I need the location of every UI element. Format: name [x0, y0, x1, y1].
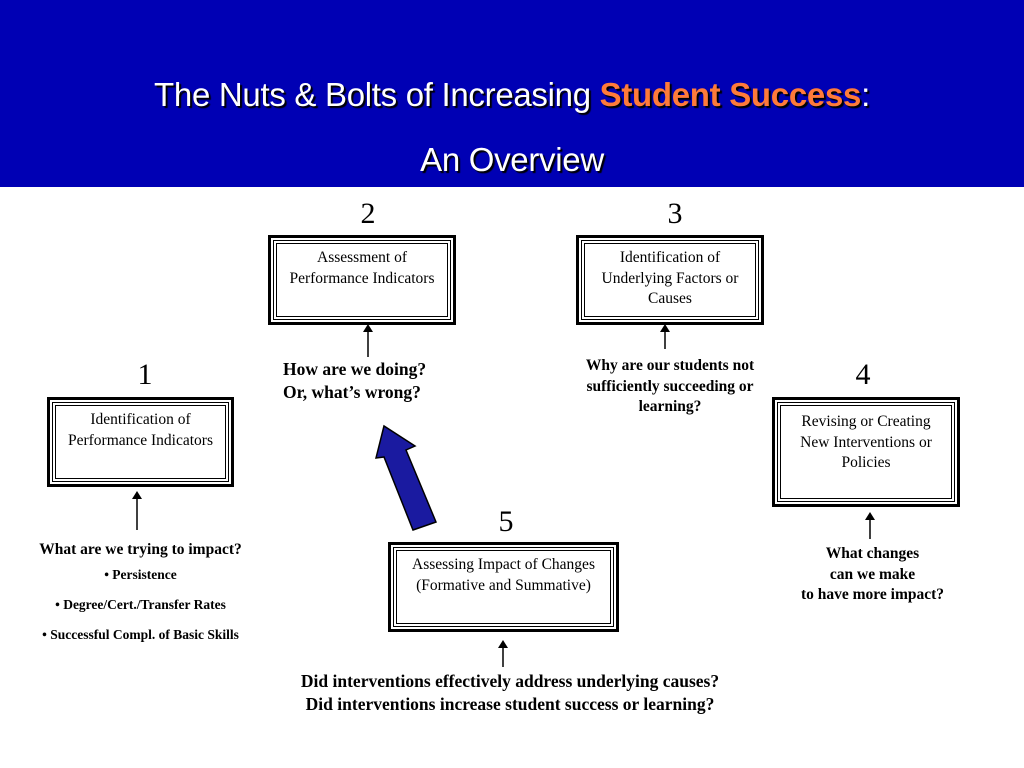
step-box-5 — [388, 542, 619, 632]
bullet-basic-skills: • Successful Compl. of Basic Skills — [42, 627, 239, 642]
bullet-degree-rates: • Degree/Cert./Transfer Rates — [55, 597, 226, 612]
slide-subtitle: An Overview — [420, 141, 604, 178]
step-label-4: Revising or Creating New Interventions or Policies — [800, 413, 932, 471]
step-label-5: Assessing Impact of Changes (Formative and Summative) — [412, 556, 595, 594]
question-2-line-2: Or, what’s wrong? — [283, 382, 421, 402]
step-label-2: Assessment of Performance Indicators — [289, 249, 435, 287]
question-4-line-2: can we make — [829, 565, 916, 583]
step-box-3 — [576, 235, 764, 325]
step-label-1: Identification of Performance Indicators — [67, 411, 214, 449]
question-4 — [775, 544, 970, 606]
up-arrow-icon — [863, 511, 877, 541]
slide-title: The Nuts & Bolts of Increasing Student Success: — [154, 76, 870, 113]
up-arrow-icon — [361, 323, 375, 359]
question-2 — [283, 358, 426, 404]
up-arrow-icon — [130, 490, 144, 532]
question-2-line-1: How are we doing? — [283, 359, 427, 379]
question-1 — [38, 538, 243, 645]
step-box-4 — [772, 397, 960, 507]
big-up-arrow-icon — [368, 420, 450, 532]
question-5-line-2: Did interventions increase student success or learning? — [305, 694, 715, 714]
question-5-line-1: Did interventions effectively address underlying causes? — [300, 671, 720, 691]
title-banner — [0, 0, 1024, 187]
up-arrow-icon — [496, 639, 510, 669]
up-arrow-icon — [658, 323, 672, 351]
step-number-4: 4 — [855, 358, 871, 391]
step-number-5: 5 — [498, 505, 514, 538]
question-5 — [240, 670, 780, 716]
step-number-2: 2 — [360, 197, 376, 230]
title-highlight: Student Success — [599, 76, 862, 113]
question-4-line-3: to have more impact? — [800, 586, 945, 603]
question-1-heading: What are we trying to impact? — [39, 541, 242, 558]
step-label-3: Identification of Underlying Factors or Causes — [601, 249, 739, 307]
bullet-persistence: • Persistence — [104, 567, 177, 582]
step-box-2 — [268, 235, 456, 325]
question-3: Why are our students not sufficiently succeeding or learning? — [585, 357, 755, 415]
step-number-3: 3 — [667, 197, 683, 230]
step-box-1 — [47, 397, 234, 487]
question-4-line-1: What changes — [825, 545, 920, 562]
step-number-1: 1 — [137, 358, 153, 391]
